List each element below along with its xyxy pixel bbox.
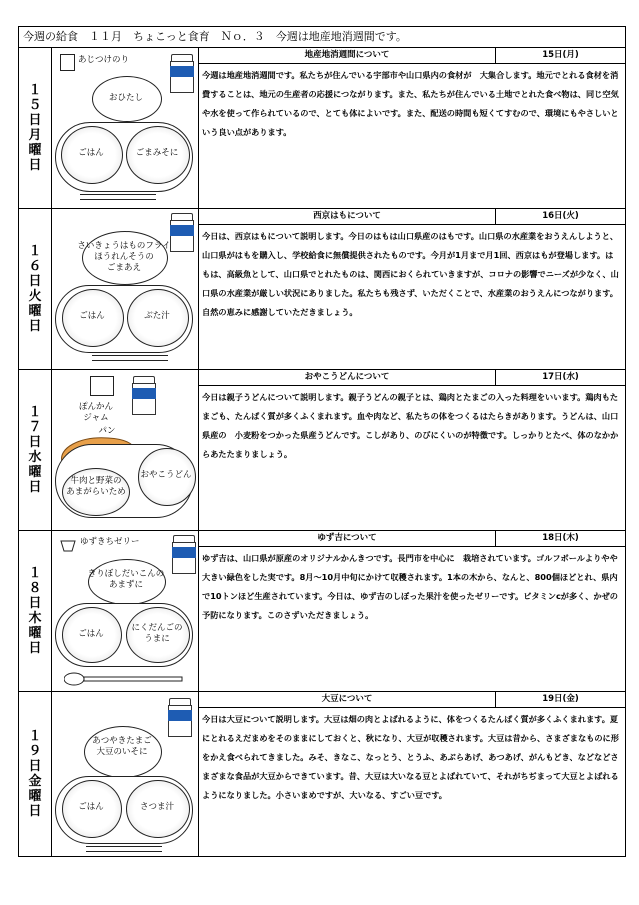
rice-label: ごはん bbox=[78, 802, 104, 812]
menu-illustration bbox=[52, 531, 199, 691]
topic-header bbox=[199, 692, 625, 708]
menu-illustration bbox=[52, 692, 199, 856]
milk-carton-icon bbox=[168, 698, 190, 736]
milk-carton-icon bbox=[170, 54, 192, 92]
topic-header bbox=[199, 48, 625, 64]
day-column bbox=[19, 209, 52, 369]
side-dish-label: きりぼしだいこんの あまずに bbox=[87, 569, 165, 590]
rice-label: ごはん bbox=[78, 629, 104, 639]
spoon-icon bbox=[64, 671, 184, 691]
topic-header bbox=[199, 370, 625, 386]
topic-title: ゆず吉について bbox=[199, 531, 496, 546]
rice-label: ごはん bbox=[78, 148, 104, 158]
side-dish-label: おひたし bbox=[108, 93, 143, 103]
menu-illustration bbox=[52, 370, 199, 530]
topic-panel bbox=[199, 209, 625, 369]
side-dish-label: さいきょうはものフライ ほうれんそうの ごまあえ bbox=[77, 241, 171, 273]
topic-date: 17日(水) bbox=[542, 372, 579, 382]
day-row-18 bbox=[19, 531, 625, 692]
menu-sheet bbox=[18, 26, 626, 857]
topic-text: 今日は、西京はもについて説明します。今日のはもは山口県産のはもです。山口県の水産業をおうえんしようと、山口県がはもを購入し、学校給食に無償提供されたものです。今月が1月まで月1回、西京はもが登場します。はもは、高級魚として、山口県でとれたものは、関西におくられていきますが、コロナの影響でニーズが少なく、山口県の水産業が厳しい状況にありました。私たちも残さず、いただくことで、水産業のおうえんにつながります。自然の恵みに感謝していただきましょう。 bbox=[202, 231, 619, 317]
topic-panel bbox=[199, 531, 625, 691]
soup-label: にくだんごの うまに bbox=[131, 623, 183, 644]
rice-label: ごはん bbox=[79, 311, 105, 321]
topic-title: 西京はもについて bbox=[199, 209, 496, 224]
day-column bbox=[19, 692, 52, 856]
topic-header bbox=[199, 531, 625, 547]
topic-date: 15日(月) bbox=[542, 50, 579, 60]
topic-text: 今週は地産地消週間です。私たちが住んでいる宇部市や山口県内の食材が 大集合します。地元でとれる食材を消費することは、地元の生産者の応援につながります。また、私たちが住んでいる土地でとれた食べ物は、同じ空気や水を使って作られているので、とても体によいです。また、配送の時間も短くてすむので、環境にもやさしいという良い点があります。 bbox=[202, 70, 619, 137]
milk-carton-icon bbox=[172, 535, 194, 573]
seaweed-pack-icon bbox=[60, 54, 75, 71]
side-item-label: ゆずきちゼリー bbox=[80, 537, 140, 547]
jelly-cup-icon bbox=[60, 537, 76, 556]
topic-title: 大豆について bbox=[199, 692, 496, 707]
soup-label: さつま汁 bbox=[139, 802, 174, 812]
menu-illustration bbox=[52, 48, 199, 208]
topic-title: おやこうどんについて bbox=[199, 370, 496, 385]
day-row-16 bbox=[19, 209, 625, 370]
day-row-19 bbox=[19, 692, 625, 856]
topic-text: 今日は大豆について説明します。大豆は畑の肉とよばれるように、体をつくるたんぱく質が多くふくまれます。夏にとれるえだまめをそのままにしておくと、秋になり、大豆が収穫されます。大豆は昔から、さまざまなものに形をかえ食べられてきました。みそ、きなこ、なっとう、とうふ、あぶらあげ、あつあげ、がんもどき、などなどさまざまな食品が大豆からできています。昔、大豆は大いなる豆とよばれていて、それがちぢまって大豆とよばれるようになりました。小さいまめですが、大いなる、すごい豆です。 bbox=[202, 714, 619, 800]
topic-panel bbox=[199, 48, 625, 208]
topic-header bbox=[199, 209, 625, 225]
bread-label: パン bbox=[98, 426, 116, 436]
side-item-label: ぽんかん ジャム bbox=[78, 402, 113, 423]
topic-date: 19日(金) bbox=[542, 694, 579, 704]
day-label: １６日火曜日 bbox=[28, 244, 42, 334]
milk-carton-icon bbox=[132, 376, 154, 414]
day-column bbox=[19, 531, 52, 691]
day-label: １９日金曜日 bbox=[28, 729, 42, 819]
topic-date: 16日(火) bbox=[542, 211, 579, 221]
topic-panel bbox=[199, 370, 625, 530]
soup-label: ぶた汁 bbox=[144, 311, 170, 321]
day-label: １７日水曜日 bbox=[28, 405, 42, 495]
side-dish-label: あつやきたまご 大豆のいそに bbox=[92, 736, 152, 757]
topic-date: 18日(木) bbox=[542, 533, 579, 543]
day-row-15 bbox=[19, 48, 625, 209]
soup-label: ごまみそに bbox=[135, 148, 179, 158]
day-column bbox=[19, 48, 52, 208]
side-item-label: あじつけのり bbox=[78, 55, 130, 65]
chopsticks-icon bbox=[92, 355, 168, 361]
menu-illustration bbox=[52, 209, 199, 369]
day-label: １５日月曜日 bbox=[28, 83, 42, 173]
topic-panel bbox=[199, 692, 625, 856]
topic-text: 今日は親子うどんについて説明します。親子うどんの親子とは、鶏肉とたまごの入った料理をいいます。鶏肉もたまごも、たんぱく質が多くふくまれます。血や肉など、私たちの体をつくるはたらきがあります。うどんは、山口県産の 小麦粉をつかった県産うどんです。こしがあり、のびにくいのが特徴です。しっかりとたべ、体のなかからあたたまりましょう。 bbox=[202, 392, 619, 459]
topic-title: 地産地消週間について bbox=[199, 48, 496, 63]
day-row-17 bbox=[19, 370, 625, 531]
chopsticks-icon bbox=[80, 194, 156, 200]
sheet-header: 今週の給食 １１月 ちょこっと食育 Ｎｏ．３ 今週は地産地消週間です。 bbox=[19, 27, 625, 48]
day-label: １８日木曜日 bbox=[28, 566, 42, 656]
day-column bbox=[19, 370, 52, 530]
soup-label: おやこうどん bbox=[140, 470, 192, 480]
chopsticks-icon bbox=[86, 846, 162, 852]
jam-pack-icon bbox=[90, 376, 114, 396]
topic-text: ゆず吉は、山口県が原産のオリジナルかんきつです。長門市を中心に 栽培されています。ゴルフボールよりやや大きい緑色をした実です。8月～10月中旬にかけて収穫されます。1本の木から、なんと、800個ほどとれ、県内で10トンほど生産されています。今日は、ゆず吉のしぼった果汁を使ったゼリーです。ビタミンcが多く、かぜの予防になります。このさずいただきましょう。 bbox=[202, 553, 618, 620]
plate-label: 牛肉と野菜の あまがらいため bbox=[66, 476, 126, 497]
